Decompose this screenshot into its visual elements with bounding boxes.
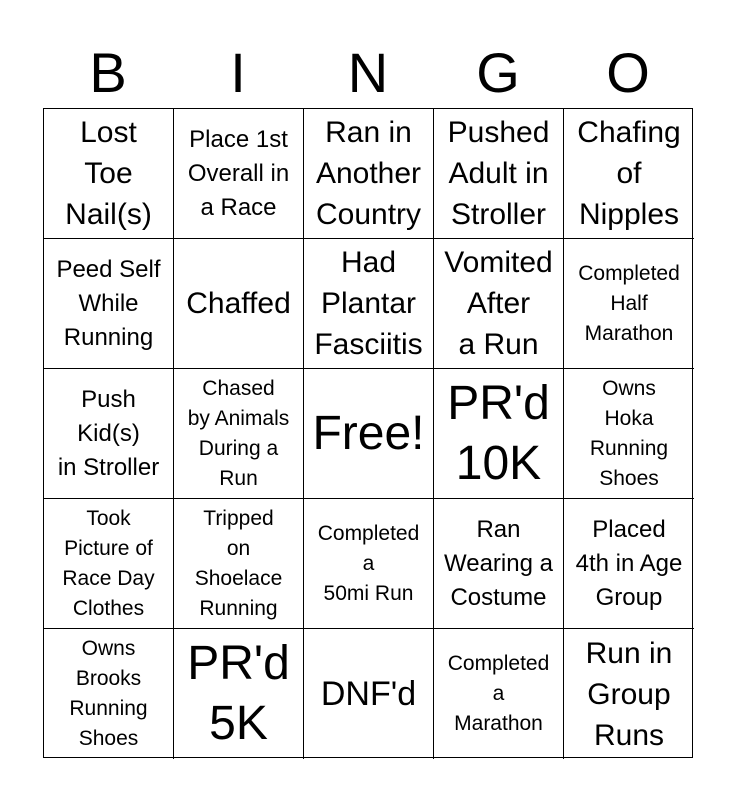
header-letter-b: B: [89, 41, 127, 104]
bingo-cell[interactable]: Run in Group Runs: [585, 636, 673, 752]
bingo-cell[interactable]: Took Picture of Race Day Clothes: [44, 499, 174, 629]
bingo-header: [43, 38, 693, 108]
bingo-cell[interactable]: Chafing of Nipples: [564, 109, 694, 239]
bingo-cell[interactable]: Completed Half Marathon: [564, 239, 694, 369]
bingo-cell[interactable]: Tripped on Shoelace Running: [174, 499, 304, 629]
bingo-cell[interactable]: Completed a Marathon: [434, 629, 564, 759]
header-letter-i: I: [230, 41, 246, 104]
bingo-cell[interactable]: Push Kid(s) in Stroller: [44, 369, 174, 499]
bingo-cell[interactable]: Place 1st Overall in a Race: [174, 109, 304, 239]
bingo-card-grid: [43, 108, 693, 758]
bingo-cell[interactable]: Ran in Another Country: [304, 109, 434, 239]
bingo-cell[interactable]: Owns Brooks Running Shoes: [44, 629, 174, 759]
bingo-cell[interactable]: Lost Toe Nail(s): [44, 109, 174, 239]
bingo-cell[interactable]: DNF'd: [304, 629, 434, 759]
bingo-cell[interactable]: Chaffed: [174, 239, 304, 369]
bingo-cell[interactable]: Completed a 50mi Run: [304, 499, 434, 629]
header-letter-o: O: [606, 41, 650, 104]
bingo-cell[interactable]: Had Plantar Fasciitis: [304, 239, 434, 369]
bingo-cell[interactable]: PR'd 5K: [174, 629, 304, 759]
free-space-cell[interactable]: Free!: [304, 369, 434, 499]
bingo-cell[interactable]: Pushed Adult in Stroller: [434, 109, 564, 239]
bingo-cell[interactable]: Chased by Animals During a Run: [174, 369, 304, 499]
bingo-cell[interactable]: Ran Wearing a Costume: [434, 499, 564, 629]
bingo-cell[interactable]: Vomited After a Run: [434, 239, 564, 369]
header-letter-n: N: [347, 41, 389, 104]
bingo-cell[interactable]: Placed 4th in Age Group: [564, 499, 694, 629]
header-letter-g: G: [476, 41, 520, 104]
bingo-cell[interactable]: Peed Self While Running: [44, 239, 174, 369]
bingo-cell[interactable]: Owns Hoka Running Shoes: [564, 369, 694, 499]
bingo-cell[interactable]: PR'd 10K: [434, 369, 564, 499]
